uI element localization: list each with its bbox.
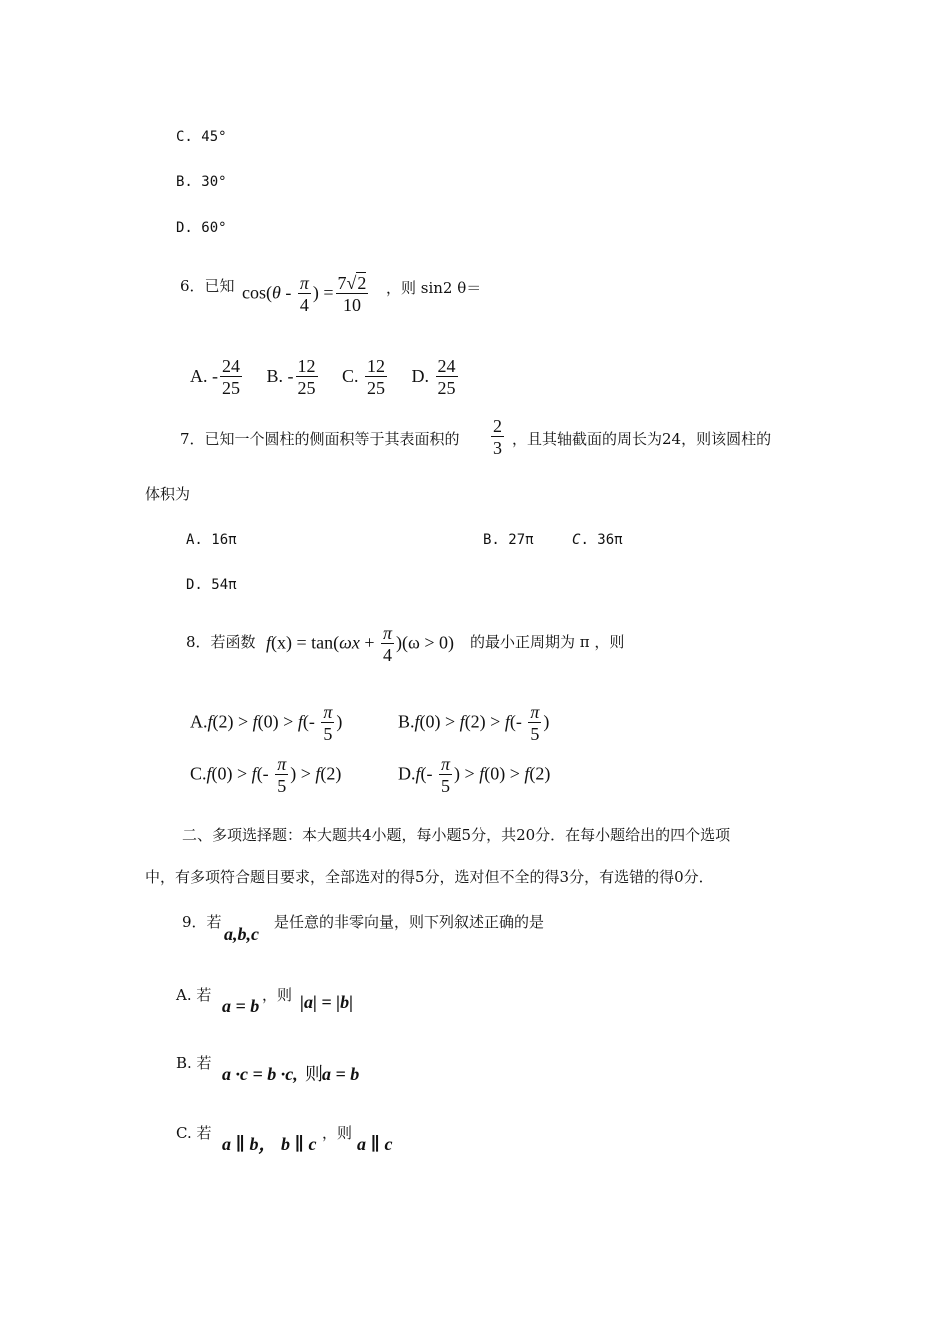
option-label: D.	[398, 763, 416, 784]
q6-option-c	[342, 356, 389, 398]
func-f: f	[251, 763, 257, 784]
func-f: f	[266, 632, 272, 653]
part: (2)	[320, 763, 342, 784]
func-f: f	[206, 763, 212, 784]
frac-den: 25	[222, 377, 240, 398]
q7-option-c	[572, 533, 623, 547]
option-fraction	[436, 357, 458, 398]
frac-den: 5	[528, 722, 541, 744]
q8-option-a	[190, 703, 342, 744]
q9-option-a-mid: ，则	[262, 986, 293, 1004]
frac-num: π	[299, 273, 309, 293]
frac-num: π	[441, 754, 451, 774]
option-label: B.	[398, 711, 415, 732]
frac-den: 25	[367, 377, 386, 398]
func-f: f	[459, 711, 465, 732]
part: (-	[509, 711, 527, 732]
q8-head: 8．若函数	[186, 633, 256, 651]
part: (2) >	[212, 711, 253, 732]
q6-theta: θ	[272, 282, 281, 303]
frac-num: 24	[222, 356, 240, 376]
q9-option-b-result: a = b	[322, 1064, 360, 1084]
q9-number: 9．若	[182, 913, 222, 931]
option-label: D.	[411, 365, 430, 386]
frac-num: π	[530, 702, 540, 722]
q6-cos: cos(	[242, 282, 272, 303]
q7-option-a: A. 16π	[186, 532, 237, 548]
q9-option-b-cond: a ·c = b ·c,	[222, 1064, 298, 1084]
q8-option-d	[398, 755, 550, 796]
frac-den: 5	[321, 722, 334, 744]
q9-option-a-label: A. 若	[176, 986, 212, 1004]
part: ) >	[454, 763, 480, 784]
option-sign: -	[212, 365, 218, 386]
q6-option-b	[266, 356, 320, 398]
func-f: f	[504, 711, 510, 732]
section2-line1: 二、多项选择题：本大题共4小题，每小题5分，共20分．在每小题给出的四个选项	[182, 826, 731, 844]
q9-tail: 是任意的非零向量，则下列叙述正确的是	[274, 913, 545, 931]
q6-pi-over-4	[298, 274, 311, 315]
q6-options	[190, 357, 460, 398]
func-f: f	[207, 711, 213, 732]
func-f: f	[414, 711, 420, 732]
frac-den: 5	[439, 774, 452, 796]
q7-option-d: D. 54π	[186, 577, 237, 593]
pi-over-5	[528, 703, 541, 744]
option-label: A.	[190, 365, 208, 386]
frac-den: 25	[297, 377, 316, 398]
q6-close-eq: ) =	[312, 282, 334, 303]
q5-option-b: B. 30°	[176, 174, 227, 190]
pi-over-4	[381, 624, 394, 665]
frac-den: 25	[437, 377, 456, 398]
q9-option-c-result: a ∥ c	[357, 1134, 393, 1154]
q5-option-d: D. 60°	[176, 220, 227, 236]
pi-over-5	[439, 755, 452, 796]
option-fraction	[220, 357, 242, 398]
func-f: f	[252, 711, 258, 732]
q9-option-b-label: B. 若	[176, 1054, 212, 1072]
q7-fraction	[489, 417, 506, 458]
option-value: . 36π	[580, 532, 623, 548]
part: (0) >	[211, 763, 252, 784]
option-label: C.	[190, 763, 207, 784]
part: (2) >	[464, 711, 505, 732]
omega-x: ωx	[339, 632, 360, 653]
part: (-	[420, 763, 438, 784]
q6-seven: 7	[337, 273, 347, 293]
option-label: A.	[190, 711, 208, 732]
q7-tail: ，且其轴截面的周长为24，则该圆柱的	[512, 430, 772, 448]
x-paren: (x)	[271, 632, 293, 653]
option-fraction	[365, 357, 387, 398]
part: (0) >	[484, 763, 525, 784]
q5-option-c: C. 45°	[176, 129, 227, 145]
part: (-	[302, 711, 320, 732]
q9-option-c-label: C. 若	[176, 1124, 212, 1142]
q7-line2: 体积为	[145, 485, 191, 503]
q6-number: 6．已知	[180, 277, 235, 295]
q6-option-a	[190, 356, 244, 398]
q6-rhs-fraction	[336, 274, 369, 315]
func-f: f	[297, 711, 303, 732]
frac-den: 3	[493, 437, 502, 458]
part: (0) >	[419, 711, 460, 732]
frac-num: π	[323, 702, 333, 722]
part: (-	[256, 763, 274, 784]
part: ) >	[290, 763, 316, 784]
q6-expression	[242, 274, 370, 315]
condition: )(ω > 0)	[396, 632, 455, 653]
func-f: f	[479, 763, 485, 784]
option-label: C.	[342, 365, 359, 386]
frac-num: 12	[367, 356, 386, 376]
q9-head	[182, 915, 222, 930]
frac-num: 2	[493, 416, 502, 436]
frac-num: 24	[437, 356, 456, 376]
q6-sqrt-two: 2	[357, 273, 367, 293]
frac-num: π	[277, 754, 287, 774]
q8-expression	[266, 624, 454, 665]
q9-option-a-result: |a| = |b|	[300, 992, 354, 1012]
frac-den: 4	[298, 293, 311, 315]
option-sign: -	[287, 365, 294, 386]
q6-option-d	[411, 356, 460, 398]
close: )	[336, 711, 343, 732]
plus: +	[359, 632, 380, 653]
q7-head: 7．已知一个圆柱的侧面积等于其表面积的	[180, 430, 460, 448]
frac-num: 7√2	[337, 273, 367, 293]
pi-over-5	[275, 755, 288, 796]
eq-tan: = tan(	[292, 632, 340, 653]
frac-num: 12	[297, 356, 316, 376]
option-label: B.	[266, 365, 284, 386]
option-label: C	[572, 532, 581, 548]
q8-option-c	[190, 755, 341, 796]
q8-option-b	[398, 703, 549, 744]
q6-minus: -	[280, 282, 296, 303]
part: (0) >	[257, 711, 298, 732]
q9-option-c-mid: ，则	[322, 1124, 353, 1142]
func-f: f	[524, 763, 530, 784]
frac-den: 5	[275, 774, 288, 796]
q9-vectors: a,b,c	[224, 924, 259, 944]
frac	[491, 417, 504, 458]
frac-den: 4	[381, 643, 394, 665]
section2-line2: 中，有多项符合题目要求，全部选对的得5分，选对但不全的得3分，有选错的得0分．	[145, 868, 714, 886]
part: (2)	[529, 763, 551, 784]
pi-over-5	[321, 703, 334, 744]
frac-num: π	[383, 623, 393, 643]
q8-tail: 的最小正周期为 π ，则	[470, 633, 625, 651]
frac-den: 10	[336, 293, 369, 315]
func-f: f	[315, 763, 321, 784]
q9-option-a-cond: a = b	[222, 996, 260, 1016]
q9-option-c-cond: a ∥ b， b ∥ c	[222, 1134, 317, 1154]
q6-tail: ，则 sin2 θ＝	[386, 279, 482, 297]
func-f: f	[415, 763, 421, 784]
close: )	[543, 711, 550, 732]
q9-option-b-then: 则	[305, 1064, 323, 1084]
option-fraction	[296, 357, 318, 398]
q7-option-b: B. 27π	[483, 532, 534, 548]
